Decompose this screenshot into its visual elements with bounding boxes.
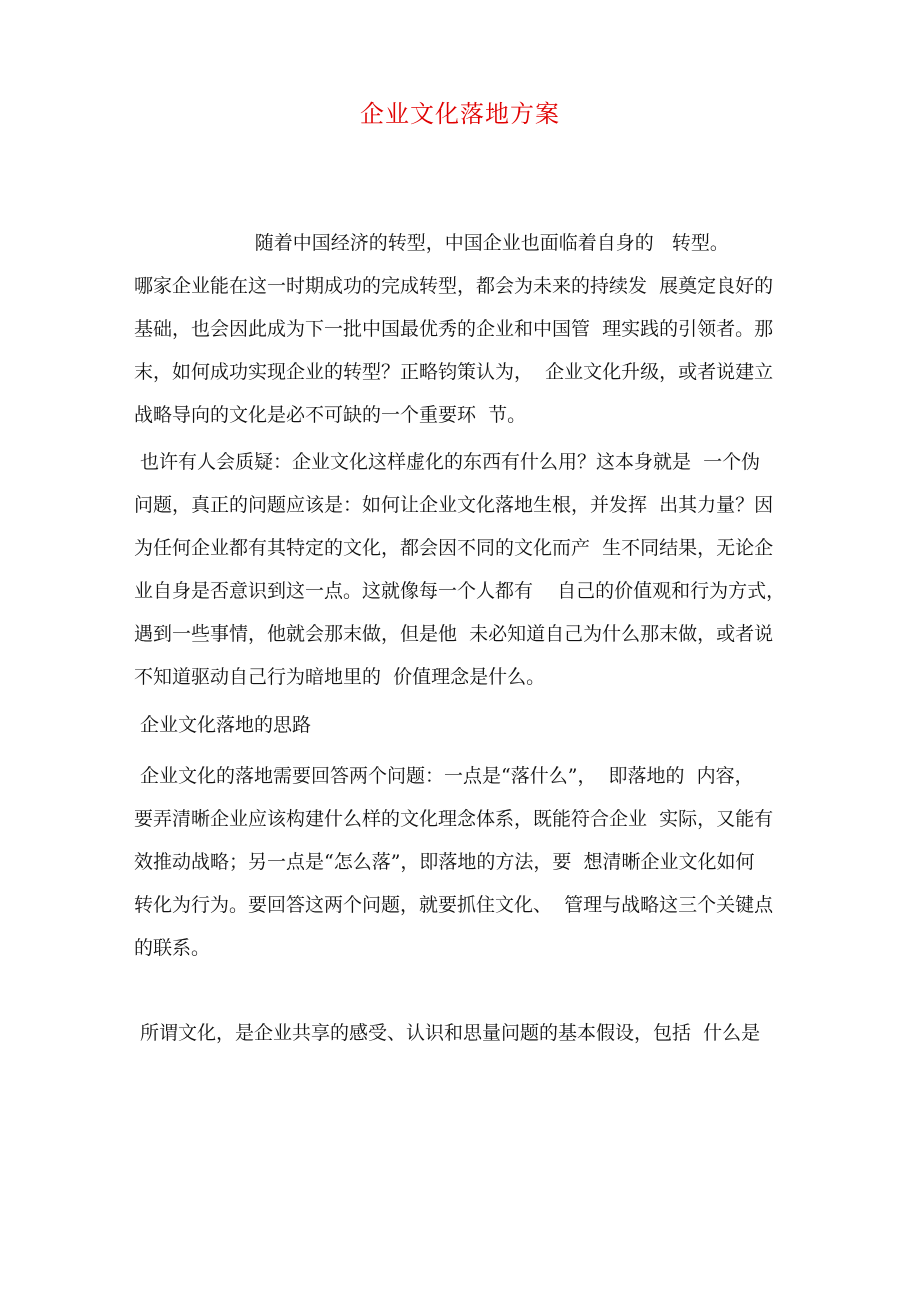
section-heading: 企业文化落地的思路 bbox=[134, 714, 312, 736]
paragraph-line: 随着中国经济的转型，中国企业也面临着自身的 转型。 bbox=[134, 232, 729, 254]
paragraph-line: 战略导向的文化是必不可缺的一个重要环 节。 bbox=[134, 404, 527, 426]
paragraph-line: 要弄清晰企业应该构建什么样的文化理念体系，既能符合企业 实际，又能有 bbox=[134, 808, 774, 830]
paragraph-line: 所谓文化，是企业共享的感受、认识和思量问题的基本假设，包括 什么是 bbox=[134, 1022, 761, 1044]
paragraph-line: 遇到一些事情，他就会那末做，但是他 未必知道自己为什么那末做，或者说 bbox=[134, 623, 774, 645]
paragraph-line: 效推动战略；另一点是“怎么落”，即落地的方法，要 想清晰企业文化如何 bbox=[134, 851, 755, 873]
paragraph-line: 也许有人会质疑：企业文化这样虚化的东西有什么用？这本身就是 一个伪 bbox=[134, 451, 761, 473]
paragraph-line: 基础，也会因此成为下一批中国最优秀的企业和中国管 理实践的引领者。那 bbox=[134, 318, 774, 340]
paragraph-line: 转化为行为。要回答这两个问题，就要抓住文化、 管理与战略这三个关键点 bbox=[134, 894, 774, 916]
paragraph-line: 的联系。 bbox=[134, 937, 211, 959]
paragraph-line: 哪家企业能在这一时期成功的完成转型，都会为未来的持续发 展奠定良好的 bbox=[134, 275, 774, 297]
paragraph-line: 为任何企业都有其特定的文化，都会因不同的文化而产 生不同结果，无论企 bbox=[134, 537, 774, 559]
paragraph-line: 企业文化的落地需要回答两个问题：一点是“落什么”， 即落地的 内容， bbox=[134, 765, 754, 787]
paragraph-line: 问题，真正的问题应该是：如何让企业文化落地生根，并发挥 出其力量？因 bbox=[134, 494, 774, 516]
paragraph-line: 业自身是否意识到这一点。这就像每一个人都有 自己的价值观和行为方式， bbox=[134, 580, 786, 602]
document-title: 企业文化落地方案 bbox=[360, 100, 560, 128]
paragraph-line: 末，如何成功实现企业的转型？正略钧策认为， 企业文化升级，或者说建立 bbox=[134, 361, 774, 383]
paragraph-line: 不知道驱动自己行为暗地里的 价值理念是什么。 bbox=[134, 666, 546, 688]
